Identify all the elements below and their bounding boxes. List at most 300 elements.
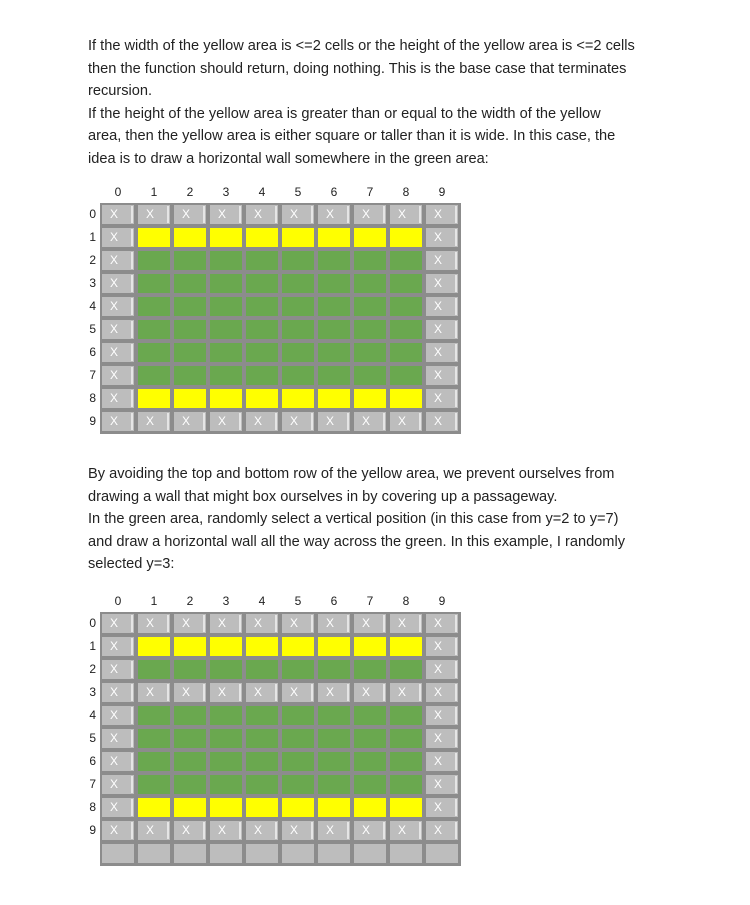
wall-cell	[425, 319, 459, 340]
green-cell	[173, 273, 207, 294]
wall-cell	[389, 682, 423, 703]
wall-cell	[209, 682, 243, 703]
green-cell	[245, 296, 279, 317]
wall-cell	[425, 705, 459, 726]
wall-mark: X	[290, 414, 299, 428]
wall-mark: X	[110, 800, 119, 814]
green-cell	[353, 296, 387, 317]
green-cell	[353, 250, 387, 271]
wall-mark: X	[434, 685, 443, 699]
green-cell	[317, 273, 351, 294]
row-label: 7	[89, 777, 96, 791]
green-cell	[389, 319, 423, 340]
green-cell	[389, 705, 423, 726]
wall-mark: X	[218, 207, 227, 221]
wall-mark: X	[434, 777, 443, 791]
row-label: 8	[89, 391, 96, 405]
wall-mark: X	[182, 685, 191, 699]
wall-mark: X	[362, 414, 371, 428]
green-cell	[245, 728, 279, 749]
row-label: 7	[89, 368, 96, 382]
green-cell	[353, 319, 387, 340]
green-cell	[353, 273, 387, 294]
wall-cell	[209, 613, 243, 634]
text-line: then the function should return, doing nothing. This is the base case that terminates	[88, 60, 627, 77]
text-line: If the height of the yellow area is greater than or equal to the width of the yellow	[88, 105, 601, 122]
yellow-cell	[137, 388, 171, 409]
wall-cell	[389, 411, 423, 432]
wall-mark: X	[434, 322, 443, 336]
wall-mark: X	[110, 731, 119, 745]
wall-mark: X	[434, 391, 443, 405]
wall-mark: X	[434, 230, 443, 244]
wall-cell	[101, 820, 135, 841]
green-cell	[137, 342, 171, 363]
row-label: 2	[89, 662, 96, 676]
wall-cell	[101, 751, 135, 772]
wall-cell	[425, 365, 459, 386]
yellow-cell	[353, 227, 387, 248]
yellow-cell	[389, 797, 423, 818]
wall-mark: X	[110, 639, 119, 653]
wall-mark: X	[398, 685, 407, 699]
wall-mark: X	[110, 616, 119, 630]
green-cell	[137, 705, 171, 726]
row-label: 1	[89, 639, 96, 653]
wall-cell	[425, 659, 459, 680]
wall-cell	[425, 774, 459, 795]
text-line: selected y=3:	[88, 556, 175, 572]
wall-mark: X	[146, 414, 155, 428]
wall-cell	[245, 204, 279, 225]
wall-cell	[137, 204, 171, 225]
wall-mark: X	[434, 823, 443, 837]
wall-mark: X	[146, 823, 155, 837]
wall-mark: X	[110, 322, 119, 336]
green-cell	[317, 250, 351, 271]
column-label: 4	[258, 594, 266, 608]
yellow-cell	[209, 388, 243, 409]
wall-cell	[425, 296, 459, 317]
row-label: 4	[89, 708, 96, 722]
green-cell	[209, 319, 243, 340]
green-cell	[353, 728, 387, 749]
text-line: idea is to draw a horizontal wall somewhere in the green area:	[88, 150, 489, 167]
wall-mark: X	[434, 616, 443, 630]
wall-cell	[173, 613, 207, 634]
wall-cell	[425, 342, 459, 363]
empty-cell	[209, 843, 243, 864]
green-cell	[353, 659, 387, 680]
wall-cell	[425, 250, 459, 271]
green-cell	[209, 342, 243, 363]
green-cell	[209, 774, 243, 795]
wall-cell	[317, 411, 351, 432]
wall-cell	[425, 273, 459, 294]
empty-cell	[389, 843, 423, 864]
green-cell	[245, 774, 279, 795]
green-cell	[173, 319, 207, 340]
column-label: 1	[150, 594, 158, 608]
wall-cell	[101, 728, 135, 749]
wall-cell	[101, 204, 135, 225]
wall-cell	[101, 365, 135, 386]
wall-mark: X	[218, 616, 227, 630]
green-cell	[281, 751, 315, 772]
green-cell	[137, 319, 171, 340]
row-label: 3	[89, 276, 96, 290]
wall-mark: X	[398, 414, 407, 428]
wall-cell	[425, 636, 459, 657]
wall-mark: X	[434, 368, 443, 382]
row-label: 5	[89, 322, 96, 336]
wall-cell	[101, 659, 135, 680]
wall-cell	[317, 204, 351, 225]
green-cell	[317, 705, 351, 726]
wall-cell	[245, 411, 279, 432]
wall-cell	[209, 204, 243, 225]
column-label: 5	[294, 594, 302, 608]
wall-mark: X	[254, 616, 263, 630]
yellow-cell	[173, 227, 207, 248]
wall-mark: X	[434, 414, 443, 428]
yellow-cell	[137, 227, 171, 248]
green-cell	[317, 342, 351, 363]
wall-mark: X	[218, 414, 227, 428]
column-label: 9	[438, 185, 446, 199]
green-cell	[317, 659, 351, 680]
wall-mark: X	[110, 253, 119, 267]
green-cell	[281, 659, 315, 680]
wall-cell	[101, 342, 135, 363]
wall-cell	[425, 204, 459, 225]
wall-mark: X	[398, 823, 407, 837]
wall-cell	[101, 296, 135, 317]
wall-mark: X	[434, 800, 443, 814]
wall-cell	[101, 636, 135, 657]
wall-cell	[353, 613, 387, 634]
wall-mark: X	[326, 685, 335, 699]
green-cell	[173, 250, 207, 271]
green-cell	[137, 365, 171, 386]
wall-mark: X	[326, 414, 335, 428]
wall-cell	[281, 204, 315, 225]
yellow-cell	[245, 227, 279, 248]
explanation-paragraph	[88, 463, 688, 576]
green-cell	[317, 774, 351, 795]
wall-mark: X	[362, 685, 371, 699]
green-cell	[281, 250, 315, 271]
wall-mark: X	[434, 754, 443, 768]
wall-cell	[209, 820, 243, 841]
row-label: 9	[89, 823, 96, 837]
wall-cell	[101, 227, 135, 248]
green-cell	[245, 250, 279, 271]
green-cell	[389, 250, 423, 271]
wall-mark: X	[290, 616, 299, 630]
row-label: 6	[89, 345, 96, 359]
wall-cell	[101, 411, 135, 432]
wall-mark: X	[218, 823, 227, 837]
column-label: 4	[258, 185, 266, 199]
empty-cell	[281, 843, 315, 864]
wall-mark: X	[434, 639, 443, 653]
yellow-cell	[317, 797, 351, 818]
wall-cell	[101, 250, 135, 271]
green-cell	[209, 705, 243, 726]
wall-cell	[425, 797, 459, 818]
green-cell	[137, 296, 171, 317]
empty-cell	[425, 843, 459, 864]
wall-cell	[425, 751, 459, 772]
wall-cell	[353, 682, 387, 703]
green-cell	[353, 774, 387, 795]
wall-cell	[425, 613, 459, 634]
column-label: 2	[186, 594, 194, 608]
yellow-cell	[281, 388, 315, 409]
wall-mark: X	[362, 823, 371, 837]
green-cell	[137, 774, 171, 795]
wall-mark: X	[434, 207, 443, 221]
green-cell	[317, 728, 351, 749]
yellow-cell	[317, 388, 351, 409]
green-cell	[281, 273, 315, 294]
wall-cell	[245, 682, 279, 703]
text-line: and draw a horizontal wall all the way across the green. In this example, I randomly	[88, 533, 625, 550]
yellow-cell	[137, 636, 171, 657]
wall-cell	[425, 820, 459, 841]
wall-mark: X	[254, 207, 263, 221]
wall-cell	[101, 388, 135, 409]
green-cell	[209, 728, 243, 749]
empty-cell	[353, 843, 387, 864]
wall-cell	[137, 682, 171, 703]
green-cell	[245, 751, 279, 772]
wall-cell	[137, 820, 171, 841]
wall-mark: X	[146, 616, 155, 630]
row-label: 3	[89, 685, 96, 699]
yellow-cell	[209, 227, 243, 248]
column-label: 6	[330, 594, 338, 608]
green-cell	[209, 296, 243, 317]
green-cell	[389, 774, 423, 795]
green-cell	[317, 319, 351, 340]
green-cell	[353, 365, 387, 386]
green-cell	[173, 705, 207, 726]
wall-mark: X	[254, 823, 263, 837]
yellow-cell	[353, 797, 387, 818]
wall-mark: X	[254, 685, 263, 699]
wall-mark: X	[110, 662, 119, 676]
green-cell	[317, 365, 351, 386]
yellow-cell	[317, 636, 351, 657]
wall-cell	[173, 682, 207, 703]
wall-mark: X	[326, 823, 335, 837]
wall-mark: X	[110, 754, 119, 768]
text-line: recursion.	[88, 83, 153, 99]
column-label: 0	[114, 594, 122, 608]
wall-cell	[137, 613, 171, 634]
wall-mark: X	[290, 823, 299, 837]
row-label: 0	[89, 616, 96, 630]
wall-cell	[173, 820, 207, 841]
green-cell	[389, 365, 423, 386]
yellow-cell	[317, 227, 351, 248]
green-cell	[173, 774, 207, 795]
wall-cell	[281, 820, 315, 841]
wall-mark: X	[254, 414, 263, 428]
column-label: 5	[294, 185, 302, 199]
text-line: By avoiding the top and bottom row of the yellow area, we prevent ourselves from	[88, 466, 615, 482]
wall-mark: X	[290, 207, 299, 221]
wall-mark: X	[110, 391, 119, 405]
text-line: area, then the yellow area is either square or taller than it is wide. In this case, the	[88, 128, 616, 144]
green-cell	[137, 250, 171, 271]
empty-cell	[101, 843, 135, 864]
wall-cell	[245, 820, 279, 841]
green-cell	[281, 774, 315, 795]
grid-board	[100, 612, 461, 866]
grid-board	[100, 203, 461, 434]
column-label: 6	[330, 185, 338, 199]
green-cell	[209, 273, 243, 294]
text-line: drawing a wall that might box ourselves in by covering up a passageway.	[88, 488, 558, 505]
green-cell	[389, 296, 423, 317]
wall-mark: X	[146, 685, 155, 699]
wall-mark: X	[110, 414, 119, 428]
wall-cell	[281, 682, 315, 703]
green-cell	[245, 273, 279, 294]
wall-cell	[101, 774, 135, 795]
column-label: 2	[186, 185, 194, 199]
green-cell	[281, 319, 315, 340]
intro-paragraph	[88, 35, 688, 170]
wall-mark: X	[182, 616, 191, 630]
yellow-cell	[389, 227, 423, 248]
wall-cell	[173, 204, 207, 225]
wall-cell	[209, 411, 243, 432]
column-label: 9	[438, 594, 446, 608]
yellow-cell	[245, 797, 279, 818]
yellow-cell	[245, 636, 279, 657]
green-cell	[281, 365, 315, 386]
row-label: 9	[89, 414, 96, 428]
wall-mark: X	[434, 253, 443, 267]
green-cell	[281, 296, 315, 317]
wall-mark: X	[110, 345, 119, 359]
wall-mark: X	[434, 299, 443, 313]
yellow-cell	[281, 797, 315, 818]
wall-cell	[425, 682, 459, 703]
green-cell	[137, 751, 171, 772]
column-label: 7	[366, 594, 374, 608]
yellow-cell	[173, 797, 207, 818]
wall-mark: X	[398, 616, 407, 630]
green-cell	[353, 751, 387, 772]
yellow-cell	[353, 636, 387, 657]
yellow-cell	[281, 636, 315, 657]
wall-cell	[425, 227, 459, 248]
green-cell	[353, 705, 387, 726]
row-label: 1	[89, 230, 96, 244]
yellow-cell	[209, 797, 243, 818]
wall-mark: X	[326, 207, 335, 221]
wall-mark: X	[434, 731, 443, 745]
wall-mark: X	[110, 823, 119, 837]
yellow-cell	[389, 636, 423, 657]
wall-cell	[353, 411, 387, 432]
yellow-cell	[173, 636, 207, 657]
wall-mark: X	[110, 777, 119, 791]
wall-cell	[245, 613, 279, 634]
green-cell	[281, 705, 315, 726]
wall-mark: X	[434, 345, 443, 359]
wall-cell	[425, 728, 459, 749]
green-cell	[137, 659, 171, 680]
wall-cell	[389, 613, 423, 634]
green-cell	[353, 342, 387, 363]
wall-mark: X	[110, 207, 119, 221]
green-cell	[173, 365, 207, 386]
yellow-cell	[389, 388, 423, 409]
row-label: 8	[89, 800, 96, 814]
wall-cell	[101, 705, 135, 726]
wall-mark: X	[434, 662, 443, 676]
green-cell	[245, 319, 279, 340]
text-line: In the green area, randomly select a vertical position (in this case from y=2 to y=7)	[88, 511, 619, 527]
yellow-cell	[209, 636, 243, 657]
wall-mark: X	[182, 207, 191, 221]
wall-mark: X	[182, 823, 191, 837]
green-cell	[245, 365, 279, 386]
green-cell	[317, 296, 351, 317]
row-label: 4	[89, 299, 96, 313]
yellow-cell	[353, 388, 387, 409]
empty-cell	[137, 843, 171, 864]
wall-mark: X	[146, 207, 155, 221]
wall-mark: X	[218, 685, 227, 699]
row-label: 2	[89, 253, 96, 267]
green-cell	[137, 273, 171, 294]
green-cell	[173, 296, 207, 317]
wall-mark: X	[110, 299, 119, 313]
green-cell	[317, 751, 351, 772]
empty-cell	[173, 843, 207, 864]
wall-cell	[101, 613, 135, 634]
column-label: 8	[402, 185, 410, 199]
column-label: 3	[222, 185, 230, 199]
column-label: 7	[366, 185, 374, 199]
green-cell	[209, 250, 243, 271]
wall-mark: X	[362, 616, 371, 630]
green-cell	[245, 705, 279, 726]
green-cell	[389, 751, 423, 772]
column-label: 1	[150, 185, 158, 199]
green-cell	[389, 659, 423, 680]
green-cell	[389, 273, 423, 294]
wall-cell	[101, 273, 135, 294]
column-label: 0	[114, 185, 122, 199]
green-cell	[137, 728, 171, 749]
wall-cell	[101, 682, 135, 703]
wall-mark: X	[398, 207, 407, 221]
wall-cell	[101, 797, 135, 818]
wall-cell	[389, 820, 423, 841]
wall-mark: X	[110, 685, 119, 699]
wall-mark: X	[434, 708, 443, 722]
green-cell	[209, 365, 243, 386]
yellow-cell	[281, 227, 315, 248]
